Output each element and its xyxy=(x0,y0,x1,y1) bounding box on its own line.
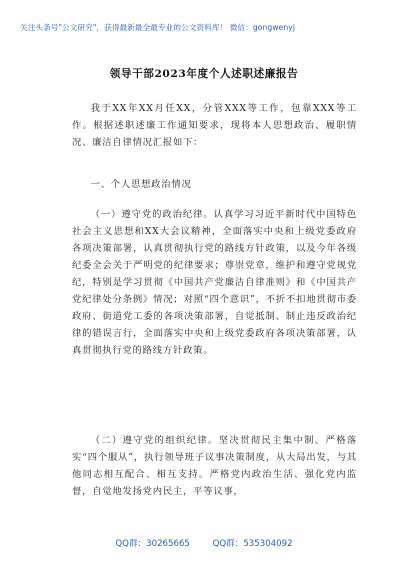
footer-qq-groups xyxy=(0,537,408,549)
promo-header xyxy=(0,0,408,56)
intro-paragraph: 我于XX年XX月任XX，分管XXX等工作，包靠XXX等工作。根据述职述廉工作通知要求，现将本人思想政治、履职情况、廉洁自律情况汇报如下： xyxy=(72,103,357,148)
qq-group-2: QQ群：535304092 xyxy=(212,539,293,549)
paragraph-block-1 xyxy=(72,206,357,359)
promo-text: 关注头条号"公文研究"，获得最新最全最专业的公文资料库！ 微信：gongwenyj xyxy=(20,23,296,32)
paragraph-block-2 xyxy=(72,432,357,500)
qq-group-1: QQ群：30265665 xyxy=(115,539,190,549)
paragraph-political-discipline: （一）遵守党的政治纪律。认真学习习近平新时代中国特色社会主义思想和XX大会议精神，全面落实中央和上级党委政府各项决策部署，认真贯彻执行党的路线方针政策，以及今年各级纪委全会关于严明党的纪律要求；尊崇党章，维护和遵守党规党纪，特别是学习贯彻《中国共产党廉洁自律准则》和《中国共产党纪律处分条例》情况；对照“四个意识”，不折不扣地贯彻市委政府、街道党工委的各项决策部署，自觉抵制、制止违反政治纪律的错误言行，全面落实中央和上级党委政府各项决策部署，认真贯彻执行党的路线方针政策。 xyxy=(72,209,357,356)
section-heading: 一、个人思想政治情况 xyxy=(90,179,192,190)
document-title: 领导干部2023年度个人述职述廉报告 xyxy=(109,68,299,80)
document-body xyxy=(72,100,357,151)
section-1 xyxy=(72,176,357,193)
paragraph-organizational-discipline: （二）遵守党的组织纪律。坚决贯彻民主集中制、严格落实“四个服从”，执行领导班子议事决策制度，从大局出发，与其他同志相互配合、相互支持。严格党内政治生活、强化党内监督，自觉地发扬党内民主，平等议事， xyxy=(72,435,357,497)
